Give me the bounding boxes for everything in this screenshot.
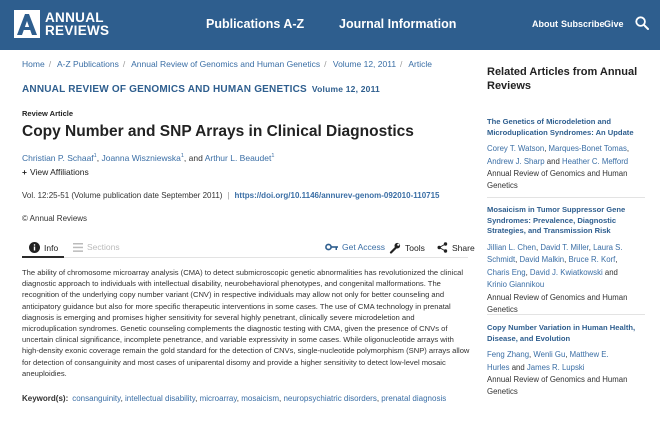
related-article-authors xyxy=(487,242,647,292)
related-author-link[interactable]: Andrew J. Sharp xyxy=(487,156,545,166)
related-article-item xyxy=(487,205,647,316)
related-author-separator: , xyxy=(515,255,520,264)
related-author-link[interactable]: Feng Zhang xyxy=(487,350,530,359)
keyword-separator: , xyxy=(236,394,242,403)
copyright-notice: © Annual Reviews xyxy=(22,214,88,223)
logo-text xyxy=(45,11,109,37)
info-icon xyxy=(29,242,40,253)
related-article-item xyxy=(487,117,647,192)
related-author-link[interactable]: Charis Eng xyxy=(487,267,526,277)
keyword-link[interactable]: microarray xyxy=(199,394,237,403)
doi-link[interactable]: https://doi.org/10.1146/annurev-genom-092010-110715 xyxy=(234,191,440,200)
related-author-link[interactable]: Heather C. Mefford xyxy=(561,156,629,166)
sidebar-divider xyxy=(487,314,645,315)
related-author-line xyxy=(487,156,647,169)
related-article-authors xyxy=(487,349,647,374)
related-author-separator: , xyxy=(535,242,541,252)
tools-label: Tools xyxy=(405,243,425,253)
tools-menu-button[interactable] xyxy=(389,242,425,254)
keyword-link[interactable]: consanguinity xyxy=(72,394,121,403)
related-author-line xyxy=(487,267,647,280)
related-author-separator: , xyxy=(529,350,534,359)
journal-name[interactable]: ANNUAL REVIEW OF GENOMICS AND HUMAN GENETICS xyxy=(22,84,307,95)
related-author-separator: , xyxy=(525,267,530,277)
author-affiliation-marker: 1 xyxy=(93,153,97,160)
tab-sections[interactable] xyxy=(73,242,120,252)
breadcrumb-home[interactable]: Home xyxy=(22,59,45,69)
author-link[interactable]: Christian P. Schaaf xyxy=(22,153,94,163)
related-author-line xyxy=(487,362,647,375)
related-author-link[interactable]: Krinio Giannikou xyxy=(487,280,545,289)
journal-name-line xyxy=(22,84,380,95)
citation-separator: | xyxy=(227,191,230,200)
related-author-link[interactable]: Bruce R. Korf xyxy=(568,255,616,264)
related-author-line xyxy=(487,242,647,255)
related-author-link[interactable]: Marques-Bonet Tomas xyxy=(548,144,627,153)
related-author-separator: , xyxy=(615,255,618,264)
related-author-separator: and xyxy=(602,267,618,277)
related-author-separator: , xyxy=(564,255,569,264)
abstract-text: The ability of chromosome microarray analysis (CMA) to detect submicroscopic genetic abnormalities has revolutionized the clinical diagnostic approach to individuals with intellectual disability, neurobehavioral phenotypes, and congenital malformations. The recognition of the underlying copy number variant (CNV) in respective individuals may allow not only for better counseling and anticipatory guidance but also for more specific therapeutic interventions in some cases. The use of CMA technology in prenatal diagnosis is emerging and promises higher sensitivity for several highly penetrant, clinically severe microdeletion and microduplication syndromes. Genetic counseling complements the diagnostic testing with CMA, given the presence of CNVs of uncertain clinical significance, incomplete penetrance, and variable expressivity in some cases. While oligonucleotide arrays with high-density exonic coverage remain the gold standard for the detection of CNVs, single-nucleotide polymorphism (SNP) arrays allow for detection of consanguinity and most cases of uniparental disomy and provide a higher sensitivity to detect low-level mosaic aneuploidies. xyxy=(22,268,470,378)
breadcrumb-article[interactable]: Article xyxy=(408,59,432,69)
related-author-link[interactable]: David J. Kwiatkowski xyxy=(529,267,603,277)
tab-info-label: Info xyxy=(44,242,59,253)
author-separator: , xyxy=(96,153,102,163)
breadcrumb-separator: / xyxy=(324,59,327,69)
active-tab-indicator xyxy=(22,256,64,258)
sidebar-divider xyxy=(487,197,645,198)
related-author-line xyxy=(487,279,647,292)
keyword-link[interactable]: neuropsychiatric disorders xyxy=(283,394,377,403)
keywords-label: Keyword(s): xyxy=(22,394,69,403)
breadcrumb-separator: / xyxy=(48,59,52,69)
related-article-title[interactable]: Mosaicism in Tumor Suppressor Gene Syndromes: Prevalence, Diagnostic Strategies, and Transmission Risk xyxy=(487,205,626,235)
author-link[interactable]: Arthur L. Beaudet xyxy=(204,153,272,163)
tab-sections-label: Sections xyxy=(87,242,120,252)
related-author-line xyxy=(487,349,647,362)
article-tools-bar xyxy=(22,238,475,258)
related-author-link[interactable]: Matthew E. xyxy=(569,350,609,359)
keyword-link[interactable]: mosaicism xyxy=(241,394,279,403)
related-article-item xyxy=(487,323,647,398)
breadcrumb-separator: / xyxy=(400,59,403,69)
logo-line-reviews: REVIEWS xyxy=(45,23,110,38)
keyword-separator: , xyxy=(195,394,200,403)
citation-volume: Vol. 12:25-51 (Volume publication date September 2011) xyxy=(22,191,223,200)
top-navigation-bar xyxy=(0,0,660,50)
author-link[interactable]: Joanna Wiszniewska xyxy=(101,153,181,163)
share-icon xyxy=(437,242,448,253)
view-affiliations-toggle[interactable] xyxy=(22,167,89,177)
key-icon xyxy=(325,243,338,251)
breadcrumb xyxy=(22,59,432,69)
author-affiliation-marker: 1 xyxy=(180,153,184,160)
related-article-journal: Annual Review of Genomics and Human Genetics xyxy=(487,169,628,190)
related-articles-heading: Related Articles from Annual Reviews xyxy=(487,66,638,92)
related-author-link[interactable]: Corey T. Watson xyxy=(487,144,545,153)
nav-subscribe[interactable]: Subscribe xyxy=(561,19,605,29)
wrench-icon xyxy=(389,242,401,254)
related-author-link[interactable]: James R. Lupski xyxy=(526,362,585,372)
article-type: Review Article xyxy=(22,109,73,118)
keyword-separator: , xyxy=(376,394,382,403)
related-author-link[interactable]: Hurles xyxy=(487,362,510,372)
citation-line xyxy=(22,191,440,200)
related-article-title[interactable]: The Genetics of Microdeletion and Microduplication Syndromes: An Update xyxy=(487,117,634,137)
logo-mark-icon xyxy=(14,10,40,38)
related-article-authors xyxy=(487,143,647,168)
nav-about[interactable]: About xyxy=(532,19,558,29)
related-author-separator: , xyxy=(626,144,630,153)
list-icon xyxy=(73,243,83,252)
logo-line-annual: ANNUAL xyxy=(45,10,104,25)
keywords-line xyxy=(22,394,446,403)
related-author-separator: , xyxy=(565,350,570,359)
related-article-journal: Annual Review of Genomics and Human Genetics xyxy=(487,292,628,314)
related-author-line xyxy=(487,254,647,267)
article-title: Copy Number and SNP Arrays in Clinical Diagnostics xyxy=(22,123,414,140)
share-button[interactable] xyxy=(437,242,475,253)
plus-icon: + xyxy=(22,167,27,177)
breadcrumb-volume[interactable]: Volume 12, 2011 xyxy=(332,59,397,69)
keyword-separator: , xyxy=(120,394,126,403)
related-author-link[interactable]: Wenli Gu xyxy=(533,350,566,359)
related-author-separator: and xyxy=(509,362,527,372)
breadcrumb-separator: / xyxy=(122,59,126,69)
share-label: Share xyxy=(452,242,475,253)
tab-info[interactable] xyxy=(29,242,58,253)
keyword-link[interactable]: intellectual disability xyxy=(125,394,196,403)
related-author-link[interactable]: David Malkin xyxy=(519,255,565,264)
get-access-label: Get Access xyxy=(342,242,385,252)
related-author-line xyxy=(487,143,647,156)
keyword-link[interactable]: prenatal diagnosis xyxy=(381,394,447,403)
related-author-link[interactable]: Laura S. xyxy=(593,242,623,252)
related-author-separator: , xyxy=(588,242,594,252)
related-article-title[interactable]: Copy Number Variation in Human Health, Disease, and Evolution xyxy=(487,323,636,343)
search-icon[interactable] xyxy=(635,16,649,30)
author-separator: , and xyxy=(183,153,205,163)
view-affiliations-label: View Affiliations xyxy=(29,167,89,177)
related-author-separator: , xyxy=(544,144,549,153)
annual-reviews-logo[interactable] xyxy=(14,10,124,40)
keyword-separator: , xyxy=(279,394,284,403)
related-author-link[interactable]: Jillian L. Chen xyxy=(487,242,536,252)
journal-volume[interactable]: Volume 12, 2011 xyxy=(311,84,380,94)
related-author-link[interactable]: Schmidt xyxy=(487,255,516,264)
get-access-button[interactable] xyxy=(325,242,385,252)
related-author-link[interactable]: David T. Miller xyxy=(540,242,589,252)
author-affiliation-marker: 1 xyxy=(271,153,275,160)
nav-give[interactable]: Give xyxy=(604,19,624,29)
author-list xyxy=(22,153,274,163)
nav-journal-information[interactable]: Journal Information xyxy=(339,17,457,31)
breadcrumb-journal[interactable]: Annual Review of Genomics and Human Genetics xyxy=(131,59,321,69)
related-author-separator: and xyxy=(544,156,562,166)
related-article-journal: Annual Review of Genomics and Human Genetics xyxy=(487,375,628,396)
breadcrumb-a-z-publications[interactable]: A-Z Publications xyxy=(56,59,119,69)
nav-publications-a-z[interactable]: Publications A-Z xyxy=(206,17,305,31)
